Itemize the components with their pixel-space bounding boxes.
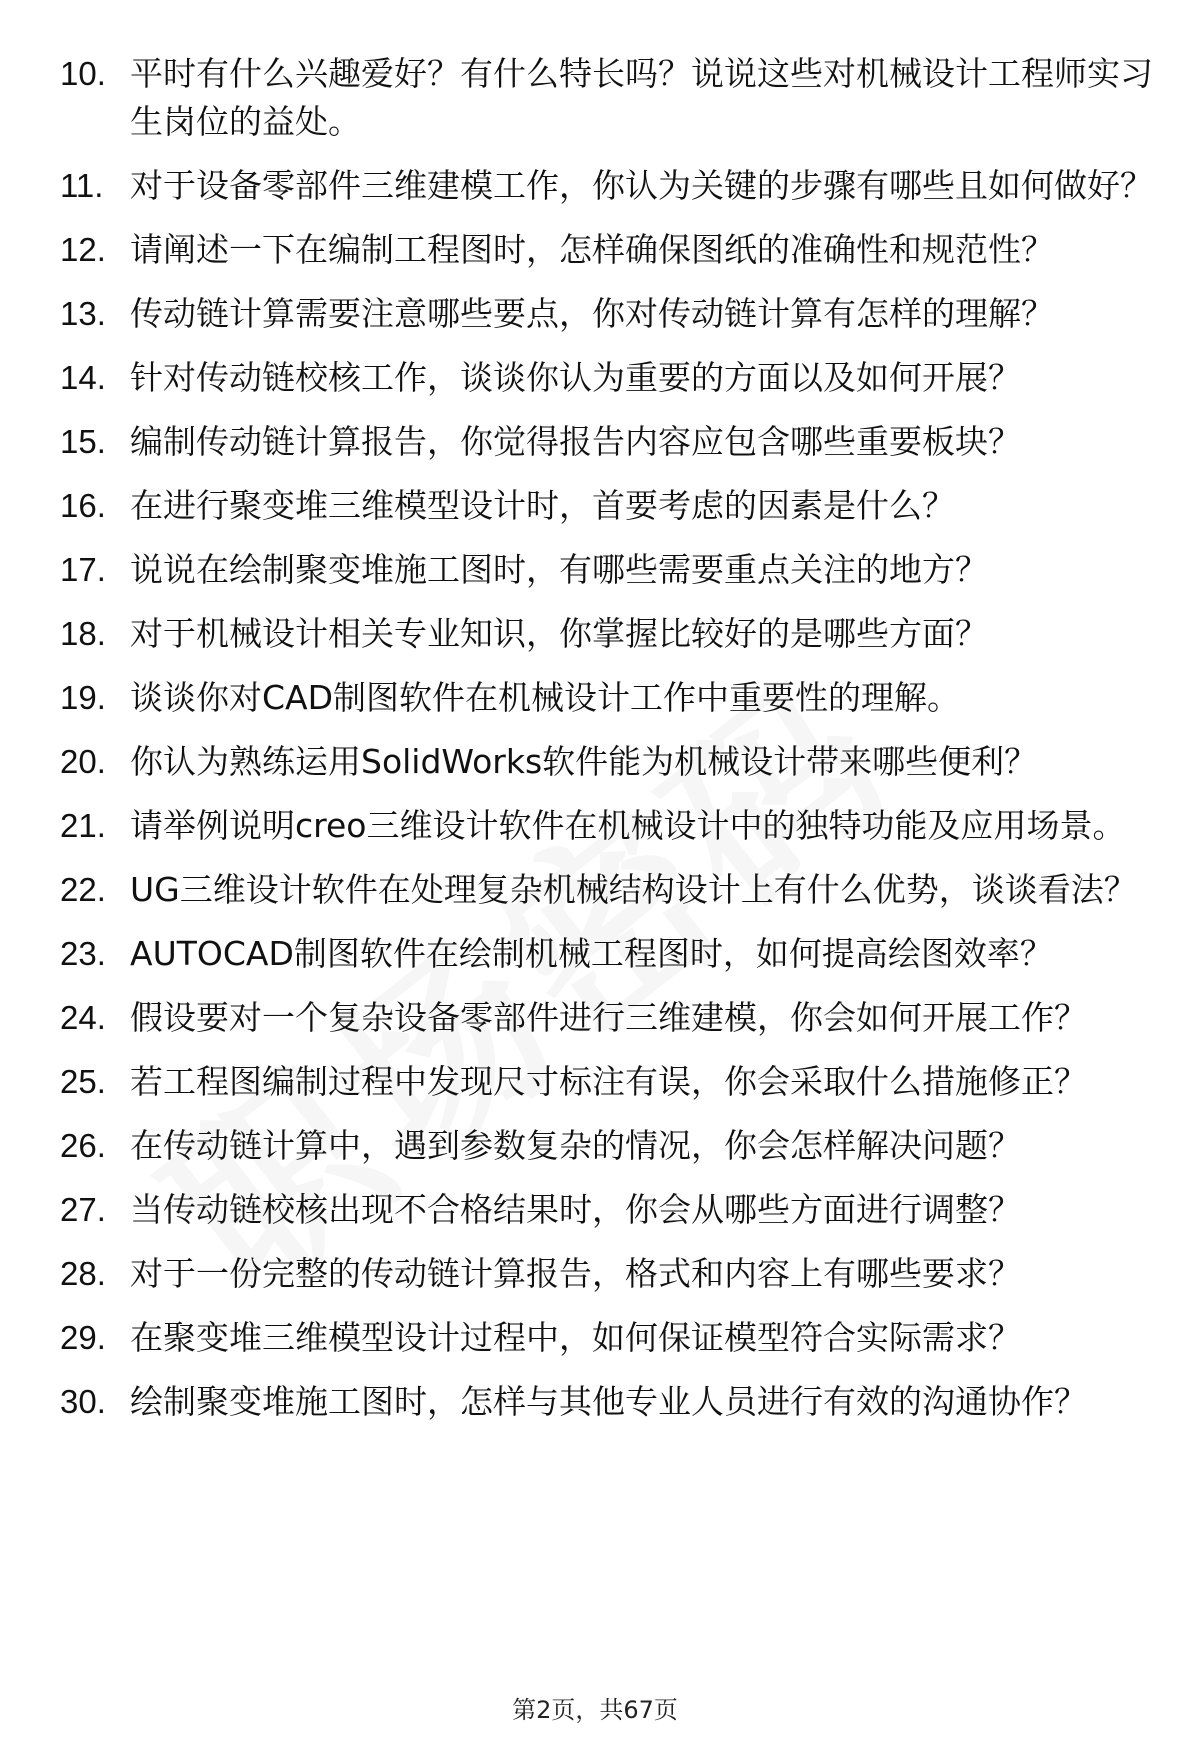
question-number: 21. (60, 807, 106, 844)
question-text: 说说在绘制聚变堆施工图时，有哪些需要重点关注的地方？ (130, 550, 988, 589)
question-number: 29. (60, 1319, 106, 1356)
question-number: 18. (60, 615, 106, 652)
list-item (60, 674, 1170, 722)
question-text: 绘制聚变堆施工图时，怎样与其他专业人员进行有效的沟通协作？ (130, 1382, 1087, 1421)
question-text: 对于一份完整的传动链计算报告，格式和内容上有哪些要求？ (130, 1254, 1021, 1293)
question-number: 22. (60, 871, 106, 908)
list-item (60, 1250, 1170, 1298)
list-item (60, 610, 1170, 658)
list-item (60, 1058, 1170, 1106)
question-text: UG三维设计软件在处理复杂机械结构设计上有什么优势，谈谈看法？ (130, 870, 1137, 909)
list-item (60, 738, 1170, 786)
question-text: 谈谈你对CAD制图软件在机械设计工作中重要性的理解。 (130, 678, 961, 717)
question-number: 12. (60, 231, 106, 268)
question-number: 28. (60, 1255, 106, 1292)
question-number: 17. (60, 551, 106, 588)
question-text: 在进行聚变堆三维模型设计时，首要考虑的因素是什么？ (130, 486, 955, 525)
page-number: 第2页，共67页 (512, 1696, 678, 1724)
question-number: 25. (60, 1063, 106, 1100)
list-item (60, 50, 1170, 146)
list-item (60, 930, 1170, 978)
list-item (60, 1186, 1170, 1234)
list-item (60, 1122, 1170, 1170)
question-number: 16. (60, 487, 106, 524)
question-number: 24. (60, 999, 106, 1036)
question-number: 13. (60, 295, 106, 332)
list-item (60, 866, 1170, 914)
question-text: 请举例说明creo三维设计软件在机械设计中的独特功能及应用场景。 (130, 806, 1126, 845)
question-number: 27. (60, 1191, 106, 1228)
question-text: 对于设备零部件三维建模工作，你认为关键的步骤有哪些且如何做好？ (130, 166, 1153, 205)
question-text: 对于机械设计相关专业知识，你掌握比较好的是哪些方面？ (130, 614, 988, 653)
question-list (60, 50, 1170, 1442)
list-item (60, 482, 1170, 530)
question-number: 20. (60, 743, 106, 780)
question-text: 在聚变堆三维模型设计过程中，如何保证模型符合实际需求？ (130, 1318, 1021, 1357)
question-text: AUTOCAD制图软件在绘制机械工程图时，如何提高绘图效率？ (130, 934, 1053, 973)
question-number: 14. (60, 359, 106, 396)
list-item (60, 802, 1170, 850)
question-number: 19. (60, 679, 106, 716)
question-number: 10. (60, 55, 106, 92)
question-number: 26. (60, 1127, 106, 1164)
question-text: 在传动链计算中，遇到参数复杂的情况，你会怎样解决问题？ (130, 1126, 1021, 1165)
list-item (60, 1314, 1170, 1362)
question-text: 编制传动链计算报告，你觉得报告内容应包含哪些重要板块？ (130, 422, 1021, 461)
question-text: 若工程图编制过程中发现尺寸标注有误，你会采取什么措施修正？ (130, 1062, 1087, 1101)
question-text: 平时有什么兴趣爱好？有什么特长吗？说说这些对机械设计工程师实习生岗位的益处。 (130, 54, 1153, 141)
list-item (60, 546, 1170, 594)
question-text: 假设要对一个复杂设备零部件进行三维建模，你会如何开展工作？ (130, 998, 1087, 1037)
question-text: 你认为熟练运用SolidWorks软件能为机械设计带来哪些便利？ (130, 742, 1038, 781)
list-item (60, 290, 1170, 338)
list-item (60, 162, 1170, 210)
question-text: 针对传动链校核工作，谈谈你认为重要的方面以及如何开展？ (130, 358, 1021, 397)
question-number: 15. (60, 423, 106, 460)
list-item (60, 994, 1170, 1042)
question-number: 11. (60, 167, 104, 204)
question-number: 30. (60, 1383, 106, 1420)
question-text: 请阐述一下在编制工程图时，怎样确保图纸的准确性和规范性？ (130, 230, 1054, 269)
list-item (60, 418, 1170, 466)
list-item (60, 354, 1170, 402)
list-item (60, 226, 1170, 274)
question-text: 当传动链校核出现不合格结果时，你会从哪些方面进行调整？ (130, 1190, 1021, 1229)
question-text: 传动链计算需要注意哪些要点，你对传动链计算有怎样的理解？ (130, 294, 1054, 333)
question-number: 23. (60, 935, 106, 972)
list-item (60, 1378, 1170, 1426)
